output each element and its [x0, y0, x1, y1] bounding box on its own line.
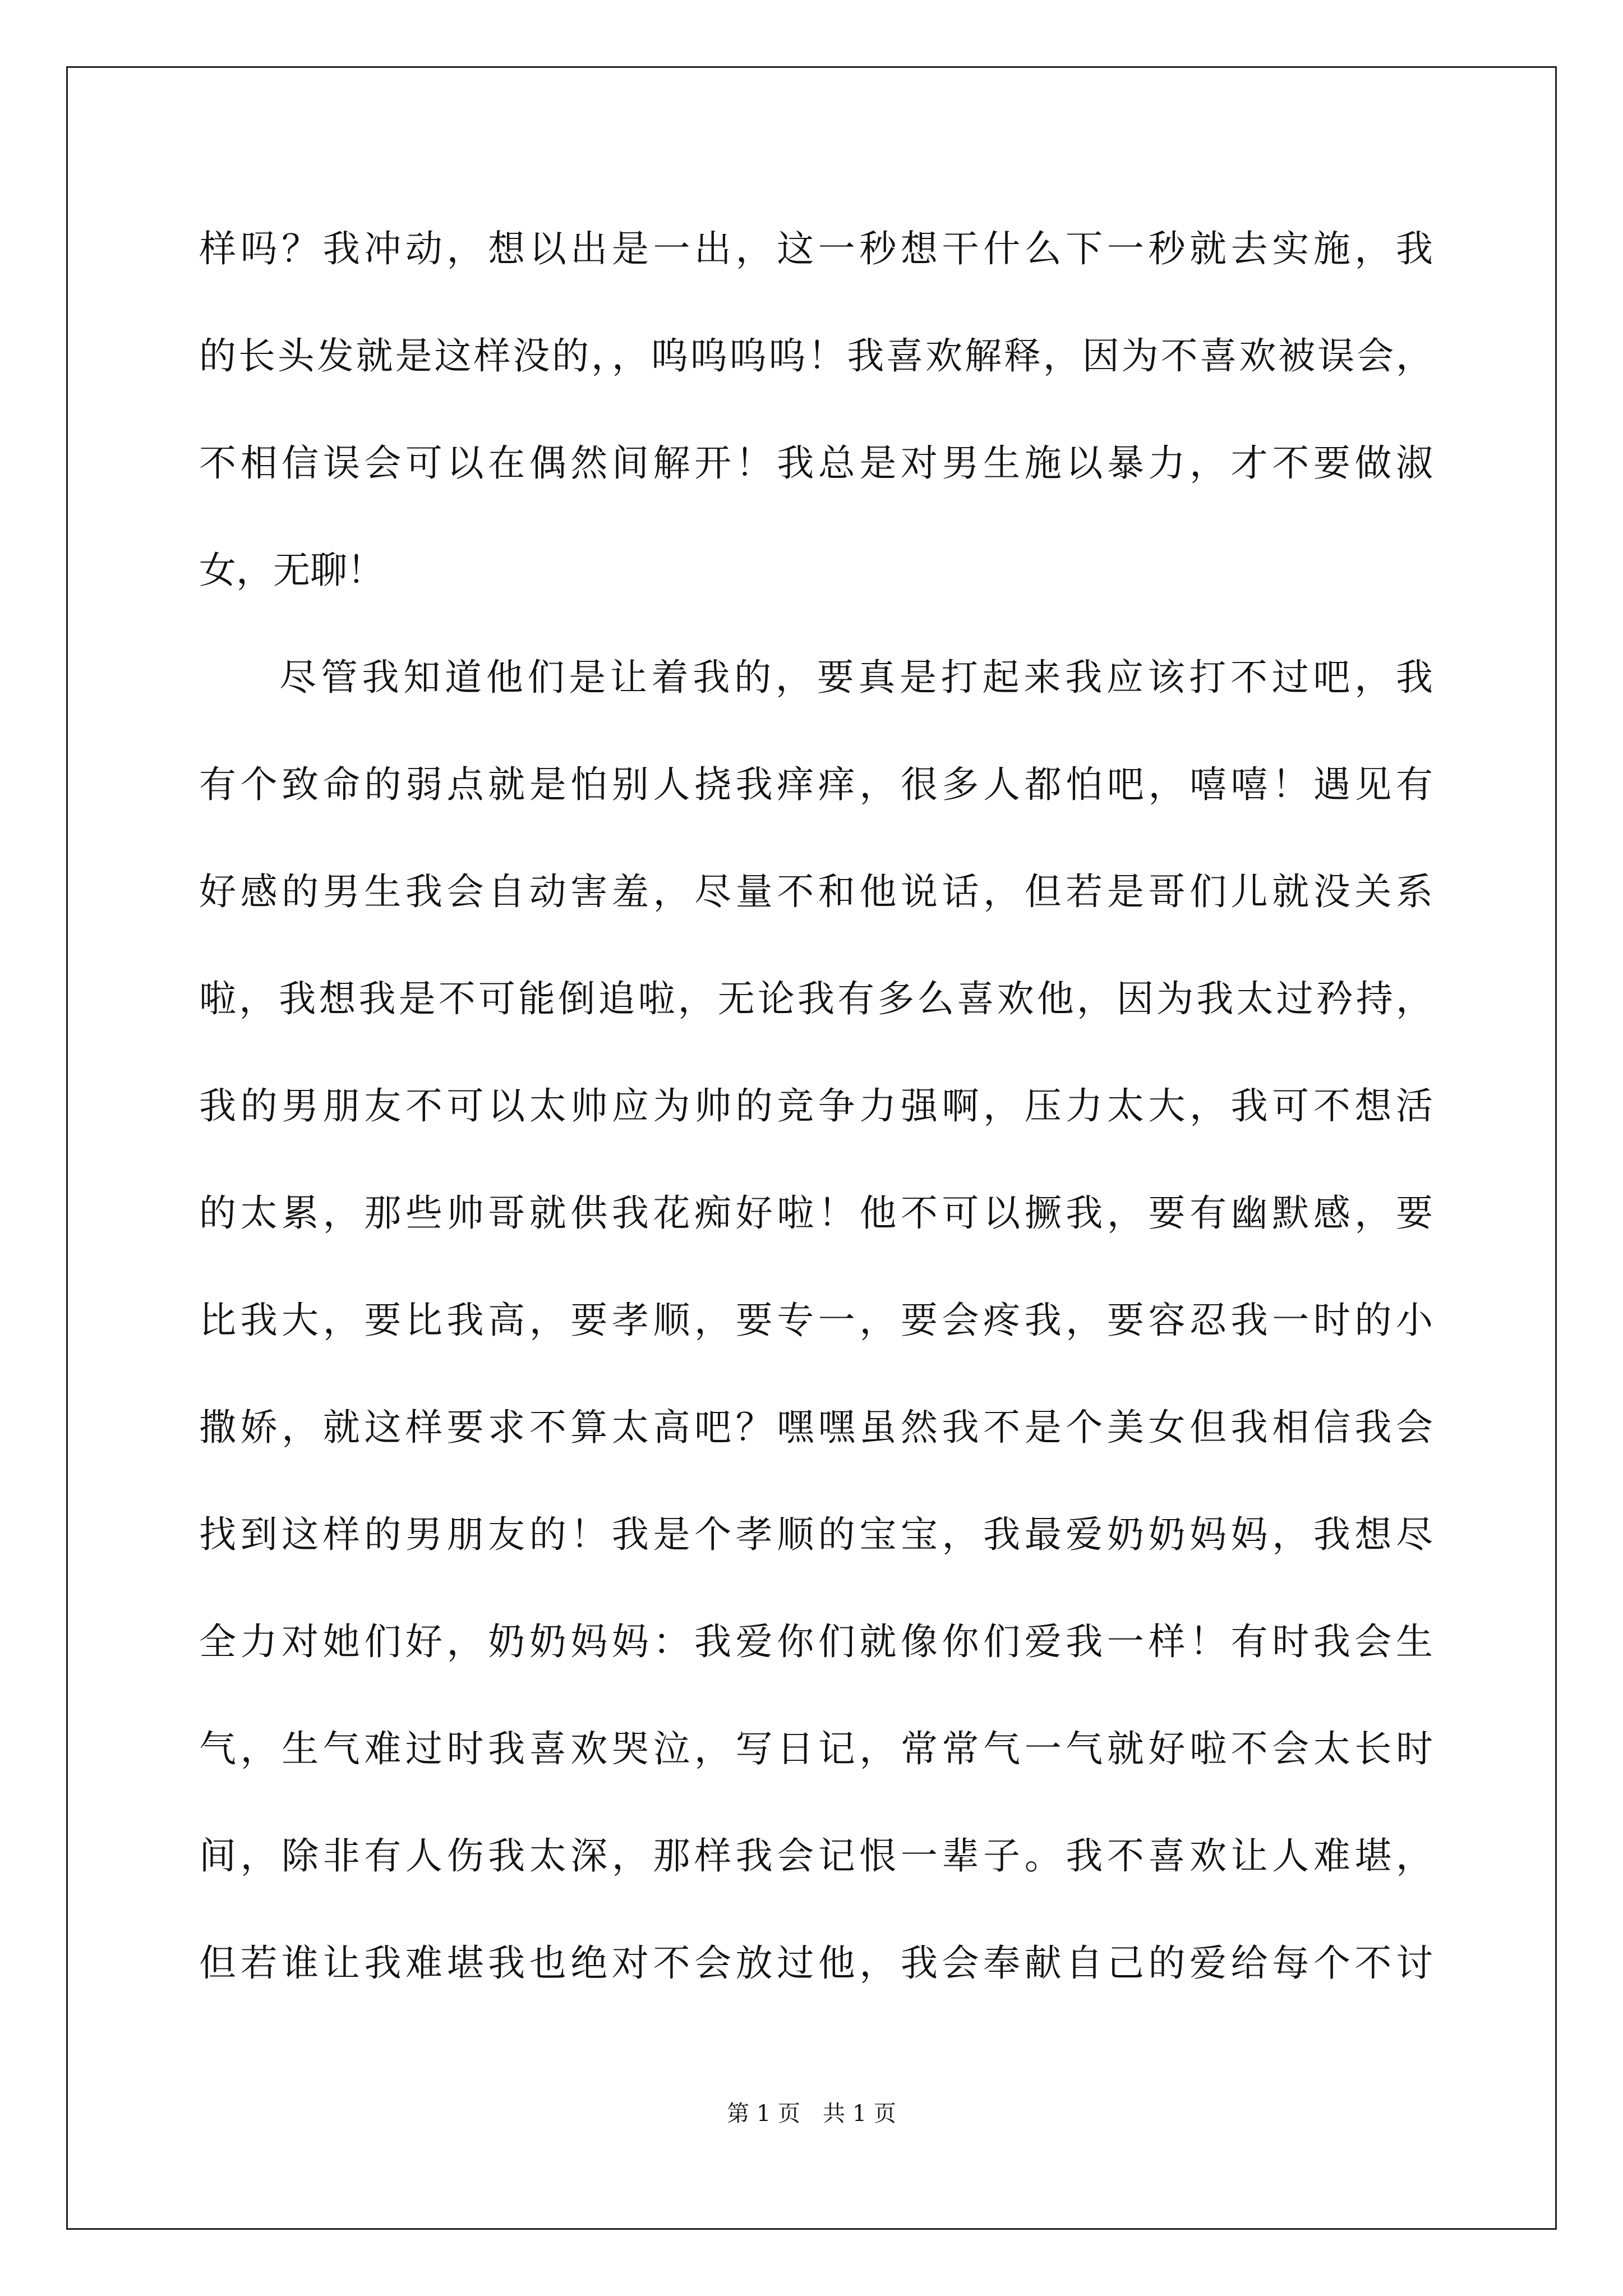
text-line: 女，无聊！	[199, 549, 384, 592]
text-line: 的太累，那些帅哥就供我花痴好啦！他不可以撅我，要有幽默感，要	[199, 1191, 1433, 1235]
page-number: 第 1 页	[727, 2101, 800, 2127]
text-line: 但若谁让我难堪我也绝对不会放过他，我会奉献自己的爱给每个不讨	[199, 1941, 1433, 1985]
text-line: 啦，我想我是不可能倒追啦，无论我有多么喜欢他，因为我太过矜持，	[199, 977, 1433, 1020]
text-line: 全力对她们好，奶奶妈妈：我爱你们就像你们爱我一样！有时我会生	[199, 1620, 1433, 1663]
text-line: 我的男朋友不可以太帅应为帅的竞争力强啊，压力太大，我可不想活	[199, 1084, 1433, 1128]
text-line: 间，除非有人伤我太深，那样我会记恨一辈子。我不喜欢让人难堪，	[199, 1834, 1433, 1878]
text-line: 的长头发就是这样没的，，呜呜呜呜！我喜欢解释，因为不喜欢被误会，	[199, 334, 1433, 378]
text-line: 样吗？我冲动，想以出是一出，这一秒想干什么下一秒就去实施，我	[199, 227, 1433, 270]
page-total: 共 1 页	[823, 2101, 896, 2127]
text-line: 有个致命的弱点就是怕别人挠我痒痒，很多人都怕吧，嘻嘻！遇见有	[199, 763, 1433, 806]
text-line: 不相信误会可以在偶然间解开！我总是对男生施以暴力，才不要做淑	[199, 441, 1433, 485]
text-line: 找到这样的男朋友的！我是个孝顺的宝宝，我最爱奶奶妈妈，我想尽	[199, 1513, 1433, 1556]
paragraph-first-line: 尽管我知道他们是让着我的，要真是打起来我应该打不过吧，我	[279, 656, 1433, 699]
page-border	[66, 66, 1557, 2230]
text-line: 气，生气难过时我喜欢哭泣，写日记，常常气一气就好啦不会太长时	[199, 1727, 1433, 1770]
text-line: 撒娇，就这样要求不算太高吧？嘿嘿虽然我不是个美女但我相信我会	[199, 1406, 1433, 1449]
text-line: 好感的男生我会自动害羞，尽量不和他说话，但若是哥们儿就没关系	[199, 870, 1433, 913]
text-line: 比我大，要比我高，要孝顺，要专一，要会疼我，要容忍我一时的小	[199, 1299, 1433, 1342]
page-footer	[0, 2097, 1623, 2131]
